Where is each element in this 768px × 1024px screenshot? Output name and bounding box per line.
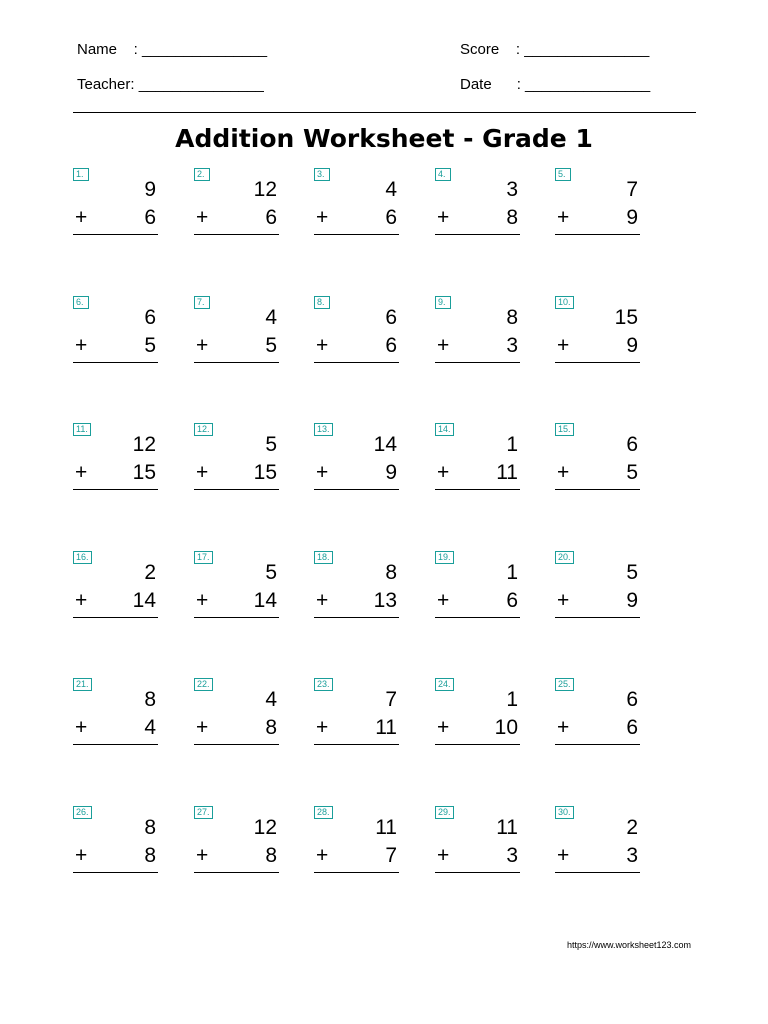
problem-8 — [314, 296, 399, 370]
second-addend: 9 — [626, 206, 638, 229]
answer-line[interactable] — [555, 234, 640, 235]
plus-operator: + — [75, 589, 88, 612]
header-divider — [73, 112, 696, 113]
first-addend: 11 — [496, 816, 518, 839]
first-addend: 1 — [506, 688, 518, 711]
problem-16 — [73, 551, 158, 625]
first-addend: 4 — [265, 306, 277, 329]
plus-operator: + — [316, 206, 329, 229]
plus-operator: + — [316, 844, 329, 867]
problem-6 — [73, 296, 158, 370]
second-addend: 8 — [506, 206, 518, 229]
answer-line[interactable] — [314, 744, 399, 745]
plus-operator: + — [316, 589, 329, 612]
first-addend: 8 — [144, 816, 156, 839]
second-addend: 6 — [626, 716, 638, 739]
first-addend: 4 — [265, 688, 277, 711]
problem-number: 19. — [435, 551, 454, 564]
answer-line[interactable] — [194, 234, 279, 235]
answer-line[interactable] — [194, 489, 279, 490]
page-title: Addition Worksheet - Grade 1 — [175, 124, 593, 153]
plus-operator: + — [75, 844, 88, 867]
second-addend: 4 — [144, 716, 156, 739]
plus-operator: + — [437, 334, 450, 357]
answer-line[interactable] — [73, 362, 158, 363]
problem-number: 24. — [435, 678, 454, 691]
problem-30 — [555, 806, 640, 880]
score-label: Score : _______________ — [460, 41, 650, 58]
problem-number: 9. — [435, 296, 451, 309]
problem-24 — [435, 678, 520, 752]
plus-operator: + — [196, 589, 209, 612]
problem-number: 4. — [435, 168, 451, 181]
problem-13 — [314, 423, 399, 497]
first-addend: 4 — [385, 178, 397, 201]
answer-line[interactable] — [194, 617, 279, 618]
answer-line[interactable] — [73, 744, 158, 745]
problem-number: 7. — [194, 296, 210, 309]
second-addend: 8 — [265, 716, 277, 739]
second-addend: 15 — [253, 461, 277, 484]
answer-line[interactable] — [314, 617, 399, 618]
problem-number: 1. — [73, 168, 89, 181]
second-addend: 3 — [626, 844, 638, 867]
problem-number: 12. — [194, 423, 213, 436]
first-addend: 7 — [385, 688, 397, 711]
second-addend: 6 — [144, 206, 156, 229]
answer-line[interactable] — [73, 489, 158, 490]
second-addend: 13 — [373, 589, 397, 612]
problem-9 — [435, 296, 520, 370]
second-addend: 9 — [385, 461, 397, 484]
second-addend: 5 — [626, 461, 638, 484]
plus-operator: + — [75, 461, 88, 484]
first-addend: 12 — [253, 178, 277, 201]
problem-number: 23. — [314, 678, 333, 691]
answer-line[interactable] — [73, 617, 158, 618]
first-addend: 3 — [506, 178, 518, 201]
second-addend: 6 — [385, 334, 397, 357]
plus-operator: + — [557, 716, 570, 739]
answer-line[interactable] — [314, 489, 399, 490]
problem-number: 20. — [555, 551, 574, 564]
second-addend: 6 — [265, 206, 277, 229]
problem-number: 30. — [555, 806, 574, 819]
problem-number: 3. — [314, 168, 330, 181]
first-addend: 6 — [385, 306, 397, 329]
answer-line[interactable] — [435, 872, 520, 873]
second-addend: 3 — [506, 334, 518, 357]
plus-operator: + — [75, 716, 88, 739]
first-addend: 12 — [253, 816, 277, 839]
problem-3 — [314, 168, 399, 242]
answer-line[interactable] — [194, 872, 279, 873]
problem-11 — [73, 423, 158, 497]
first-addend: 1 — [506, 561, 518, 584]
problem-18 — [314, 551, 399, 625]
second-addend: 11 — [375, 716, 397, 739]
answer-line[interactable] — [435, 362, 520, 363]
first-addend: 15 — [614, 306, 638, 329]
answer-line[interactable] — [435, 617, 520, 618]
plus-operator: + — [196, 844, 209, 867]
second-addend: 14 — [253, 589, 277, 612]
second-addend: 8 — [265, 844, 277, 867]
problem-26 — [73, 806, 158, 880]
problem-28 — [314, 806, 399, 880]
first-addend: 6 — [626, 433, 638, 456]
problem-2 — [194, 168, 279, 242]
problem-12 — [194, 423, 279, 497]
problem-number: 15. — [555, 423, 574, 436]
problem-number: 8. — [314, 296, 330, 309]
problem-21 — [73, 678, 158, 752]
problem-number: 2. — [194, 168, 210, 181]
first-addend: 7 — [626, 178, 638, 201]
plus-operator: + — [437, 461, 450, 484]
plus-operator: + — [196, 334, 209, 357]
problem-number: 5. — [555, 168, 571, 181]
footer-url: https://www.worksheet123.com — [566, 940, 691, 950]
first-addend: 11 — [375, 816, 397, 839]
first-addend: 8 — [506, 306, 518, 329]
problem-number: 29. — [435, 806, 454, 819]
plus-operator: + — [557, 334, 570, 357]
problem-4 — [435, 168, 520, 242]
problem-20 — [555, 551, 640, 625]
first-addend: 5 — [265, 561, 277, 584]
plus-operator: + — [437, 716, 450, 739]
second-addend: 7 — [385, 844, 397, 867]
first-addend: 9 — [144, 178, 156, 201]
plus-operator: + — [316, 334, 329, 357]
first-addend: 12 — [132, 433, 156, 456]
plus-operator: + — [196, 206, 209, 229]
second-addend: 9 — [626, 334, 638, 357]
problem-number: 6. — [73, 296, 89, 309]
plus-operator: + — [75, 206, 88, 229]
problem-1 — [73, 168, 158, 242]
plus-operator: + — [557, 461, 570, 484]
plus-operator: + — [557, 206, 570, 229]
problem-number: 17. — [194, 551, 213, 564]
first-addend: 6 — [144, 306, 156, 329]
answer-line[interactable] — [73, 872, 158, 873]
problem-7 — [194, 296, 279, 370]
problem-number: 22. — [194, 678, 213, 691]
answer-line[interactable] — [435, 489, 520, 490]
problem-17 — [194, 551, 279, 625]
second-addend: 10 — [494, 716, 518, 739]
plus-operator: + — [437, 844, 450, 867]
problem-29 — [435, 806, 520, 880]
answer-line[interactable] — [555, 362, 640, 363]
first-addend: 8 — [144, 688, 156, 711]
problem-number: 21. — [73, 678, 92, 691]
second-addend: 9 — [626, 589, 638, 612]
first-addend: 5 — [265, 433, 277, 456]
problem-number: 11. — [73, 423, 91, 436]
problem-number: 26. — [73, 806, 92, 819]
answer-line[interactable] — [555, 872, 640, 873]
first-addend: 5 — [626, 561, 638, 584]
answer-line[interactable] — [555, 744, 640, 745]
second-addend: 8 — [144, 844, 156, 867]
problem-25 — [555, 678, 640, 752]
plus-operator: + — [437, 206, 450, 229]
plus-operator: + — [557, 589, 570, 612]
second-addend: 5 — [265, 334, 277, 357]
answer-line[interactable] — [555, 489, 640, 490]
answer-line[interactable] — [73, 234, 158, 235]
problem-number: 13. — [314, 423, 333, 436]
first-addend: 14 — [373, 433, 397, 456]
second-addend: 11 — [496, 461, 518, 484]
name-label: Name : _______________ — [77, 41, 268, 58]
plus-operator: + — [316, 716, 329, 739]
problem-number: 25. — [555, 678, 574, 691]
plus-operator: + — [196, 716, 209, 739]
plus-operator: + — [437, 589, 450, 612]
plus-operator: + — [557, 844, 570, 867]
second-addend: 6 — [506, 589, 518, 612]
problem-15 — [555, 423, 640, 497]
second-addend: 5 — [144, 334, 156, 357]
problem-27 — [194, 806, 279, 880]
problem-number: 18. — [314, 551, 333, 564]
problem-number: 10. — [555, 296, 574, 309]
problem-10 — [555, 296, 640, 370]
second-addend: 15 — [132, 461, 156, 484]
date-label: Date : _______________ — [460, 76, 651, 93]
plus-operator: + — [75, 334, 88, 357]
problem-number: 16. — [73, 551, 92, 564]
problem-19 — [435, 551, 520, 625]
plus-operator: + — [196, 461, 209, 484]
problem-14 — [435, 423, 520, 497]
problem-22 — [194, 678, 279, 752]
second-addend: 3 — [506, 844, 518, 867]
problem-5 — [555, 168, 640, 242]
plus-operator: + — [316, 461, 329, 484]
answer-line[interactable] — [194, 744, 279, 745]
teacher-label: Teacher: _______________ — [77, 76, 264, 93]
answer-line[interactable] — [194, 362, 279, 363]
first-addend: 2 — [626, 816, 638, 839]
answer-line[interactable] — [435, 234, 520, 235]
first-addend: 1 — [506, 433, 518, 456]
answer-line[interactable] — [555, 617, 640, 618]
answer-line[interactable] — [435, 744, 520, 745]
answer-line[interactable] — [314, 362, 399, 363]
answer-line[interactable] — [314, 872, 399, 873]
second-addend: 6 — [385, 206, 397, 229]
problem-number: 28. — [314, 806, 333, 819]
problem-number: 27. — [194, 806, 213, 819]
problem-number: 14. — [435, 423, 454, 436]
first-addend: 6 — [626, 688, 638, 711]
first-addend: 8 — [385, 561, 397, 584]
first-addend: 2 — [144, 561, 156, 584]
second-addend: 14 — [132, 589, 156, 612]
problem-23 — [314, 678, 399, 752]
answer-line[interactable] — [314, 234, 399, 235]
